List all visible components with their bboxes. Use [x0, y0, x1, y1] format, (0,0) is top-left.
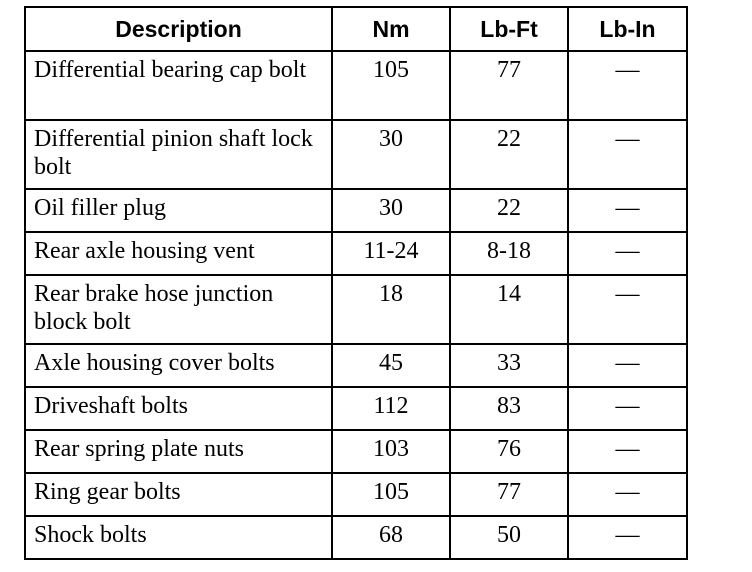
row-lbft: 77: [450, 473, 568, 516]
row-description: Differential pinion shaft lock bolt: [25, 120, 332, 189]
row-lbin: —: [568, 344, 687, 387]
row-lbft: 14: [450, 275, 568, 344]
table-row: [25, 430, 687, 473]
row-lbft: 22: [450, 120, 568, 189]
row-lbft: 76: [450, 430, 568, 473]
row-description: Rear spring plate nuts: [25, 430, 332, 473]
header-row: [25, 7, 687, 51]
row-lbin: —: [568, 120, 687, 189]
header-lbft: Lb-Ft: [450, 7, 568, 51]
table-row: [25, 189, 687, 232]
row-lbft: 22: [450, 189, 568, 232]
row-lbin: —: [568, 189, 687, 232]
row-description: Rear brake hose junction block bolt: [25, 275, 332, 344]
table-row: [25, 120, 687, 189]
table-row: [25, 344, 687, 387]
table-row: [25, 473, 687, 516]
row-nm: 30: [332, 120, 450, 189]
table-row: [25, 232, 687, 275]
table-body: [25, 51, 687, 559]
header-lbin: Lb-In: [568, 7, 687, 51]
row-lbin: —: [568, 387, 687, 430]
row-description: Oil filler plug: [25, 189, 332, 232]
row-lbft: 33: [450, 344, 568, 387]
row-description: Axle housing cover bolts: [25, 344, 332, 387]
row-nm: 30: [332, 189, 450, 232]
row-nm: 45: [332, 344, 450, 387]
row-lbft: 83: [450, 387, 568, 430]
table-row: [25, 516, 687, 559]
row-description: Differential bearing cap bolt: [25, 51, 332, 120]
row-lbin: —: [568, 516, 687, 559]
row-description: Ring gear bolts: [25, 473, 332, 516]
row-lbft: 50: [450, 516, 568, 559]
row-description: Shock bolts: [25, 516, 332, 559]
row-nm: 112: [332, 387, 450, 430]
row-lbin: —: [568, 51, 687, 120]
row-lbft: 8-18: [450, 232, 568, 275]
row-nm: 105: [332, 473, 450, 516]
row-lbin: —: [568, 430, 687, 473]
header-nm: Nm: [332, 7, 450, 51]
row-lbin: —: [568, 473, 687, 516]
row-lbin: —: [568, 275, 687, 344]
row-description: Rear axle housing vent: [25, 232, 332, 275]
row-nm: 105: [332, 51, 450, 120]
row-lbin: —: [568, 232, 687, 275]
row-nm: 103: [332, 430, 450, 473]
row-description: Driveshaft bolts: [25, 387, 332, 430]
table-row: [25, 51, 687, 120]
table-row: [25, 387, 687, 430]
row-lbft: 77: [450, 51, 568, 120]
table-row: [25, 275, 687, 344]
row-nm: 18: [332, 275, 450, 344]
row-nm: 68: [332, 516, 450, 559]
row-nm: 11-24: [332, 232, 450, 275]
header-description: Description: [25, 7, 332, 51]
torque-spec-table: [24, 6, 688, 560]
table-header: [25, 7, 687, 51]
